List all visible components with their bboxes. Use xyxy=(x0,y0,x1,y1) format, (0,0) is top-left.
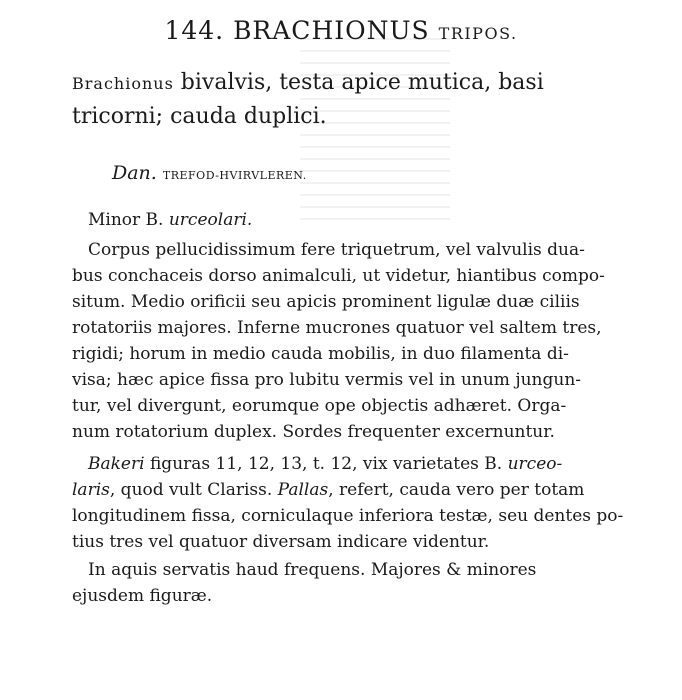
title-genus: BRACHIONUS xyxy=(233,16,430,45)
bleed-through xyxy=(300,38,450,228)
para1-line-1: Corpus pellucidissimum fere triquetrum, vel valvulis dua- xyxy=(88,240,585,260)
para1-line-3: situm. Medio orificii seu apicis prominent ligulæ duæ ciliis xyxy=(72,292,580,312)
diagnosis-line-2: tricorni; cauda duplici. xyxy=(72,104,327,129)
page-title xyxy=(0,16,682,45)
para3-line-1: In aquis servatis haud frequens. Majores & minores xyxy=(88,560,537,580)
danish-name: Dan. TREFOD-HVIRVLEREN. xyxy=(112,162,307,184)
diagnosis-line-1: Brachionus bivalvis, testa apice mutica, basi xyxy=(72,70,544,95)
para2-line-4: tius tres vel quatuor diversam indicare videntur. xyxy=(72,532,490,552)
para1-line-4: rotatoriis majores. Inferne mucrones quatuor vel saltem tres, xyxy=(72,318,602,338)
para2-line-3: longitudinem fissa, corniculaque inferiora testæ, seu dentes po- xyxy=(72,506,624,526)
diagnosis-genus: Brachionus xyxy=(72,74,174,93)
minor-line: Minor B. urceolari. xyxy=(88,210,253,230)
title-species: TRIPOS. xyxy=(438,24,518,43)
para3-line-2: ejusdem figuræ. xyxy=(72,586,213,606)
para2-line-2: laris, quod vult Clariss. Pallas, refert, cauda vero per totam xyxy=(72,480,585,500)
para2-line-1: Bakeri figuras 11, 12, 13, t. 12, vix varietates B. urceo- xyxy=(88,454,563,474)
para1-line-6: visa; hæc apice fissa pro lubitu vermis vel in unum jungun- xyxy=(72,370,582,390)
para1-line-7: tur, vel divergunt, eorumque ope objectis adhæret. Orga- xyxy=(72,396,567,416)
para1-line-2: bus conchaceis dorso animalculi, ut videtur, hiantibus compo- xyxy=(72,266,605,286)
para1-line-5: rigidi; horum in medio cauda mobilis, in duo filamenta di- xyxy=(72,344,569,364)
para1-line-8: num rotatorium duplex. Sordes frequenter excernuntur. xyxy=(72,422,555,442)
title-number: 144. xyxy=(164,16,225,45)
